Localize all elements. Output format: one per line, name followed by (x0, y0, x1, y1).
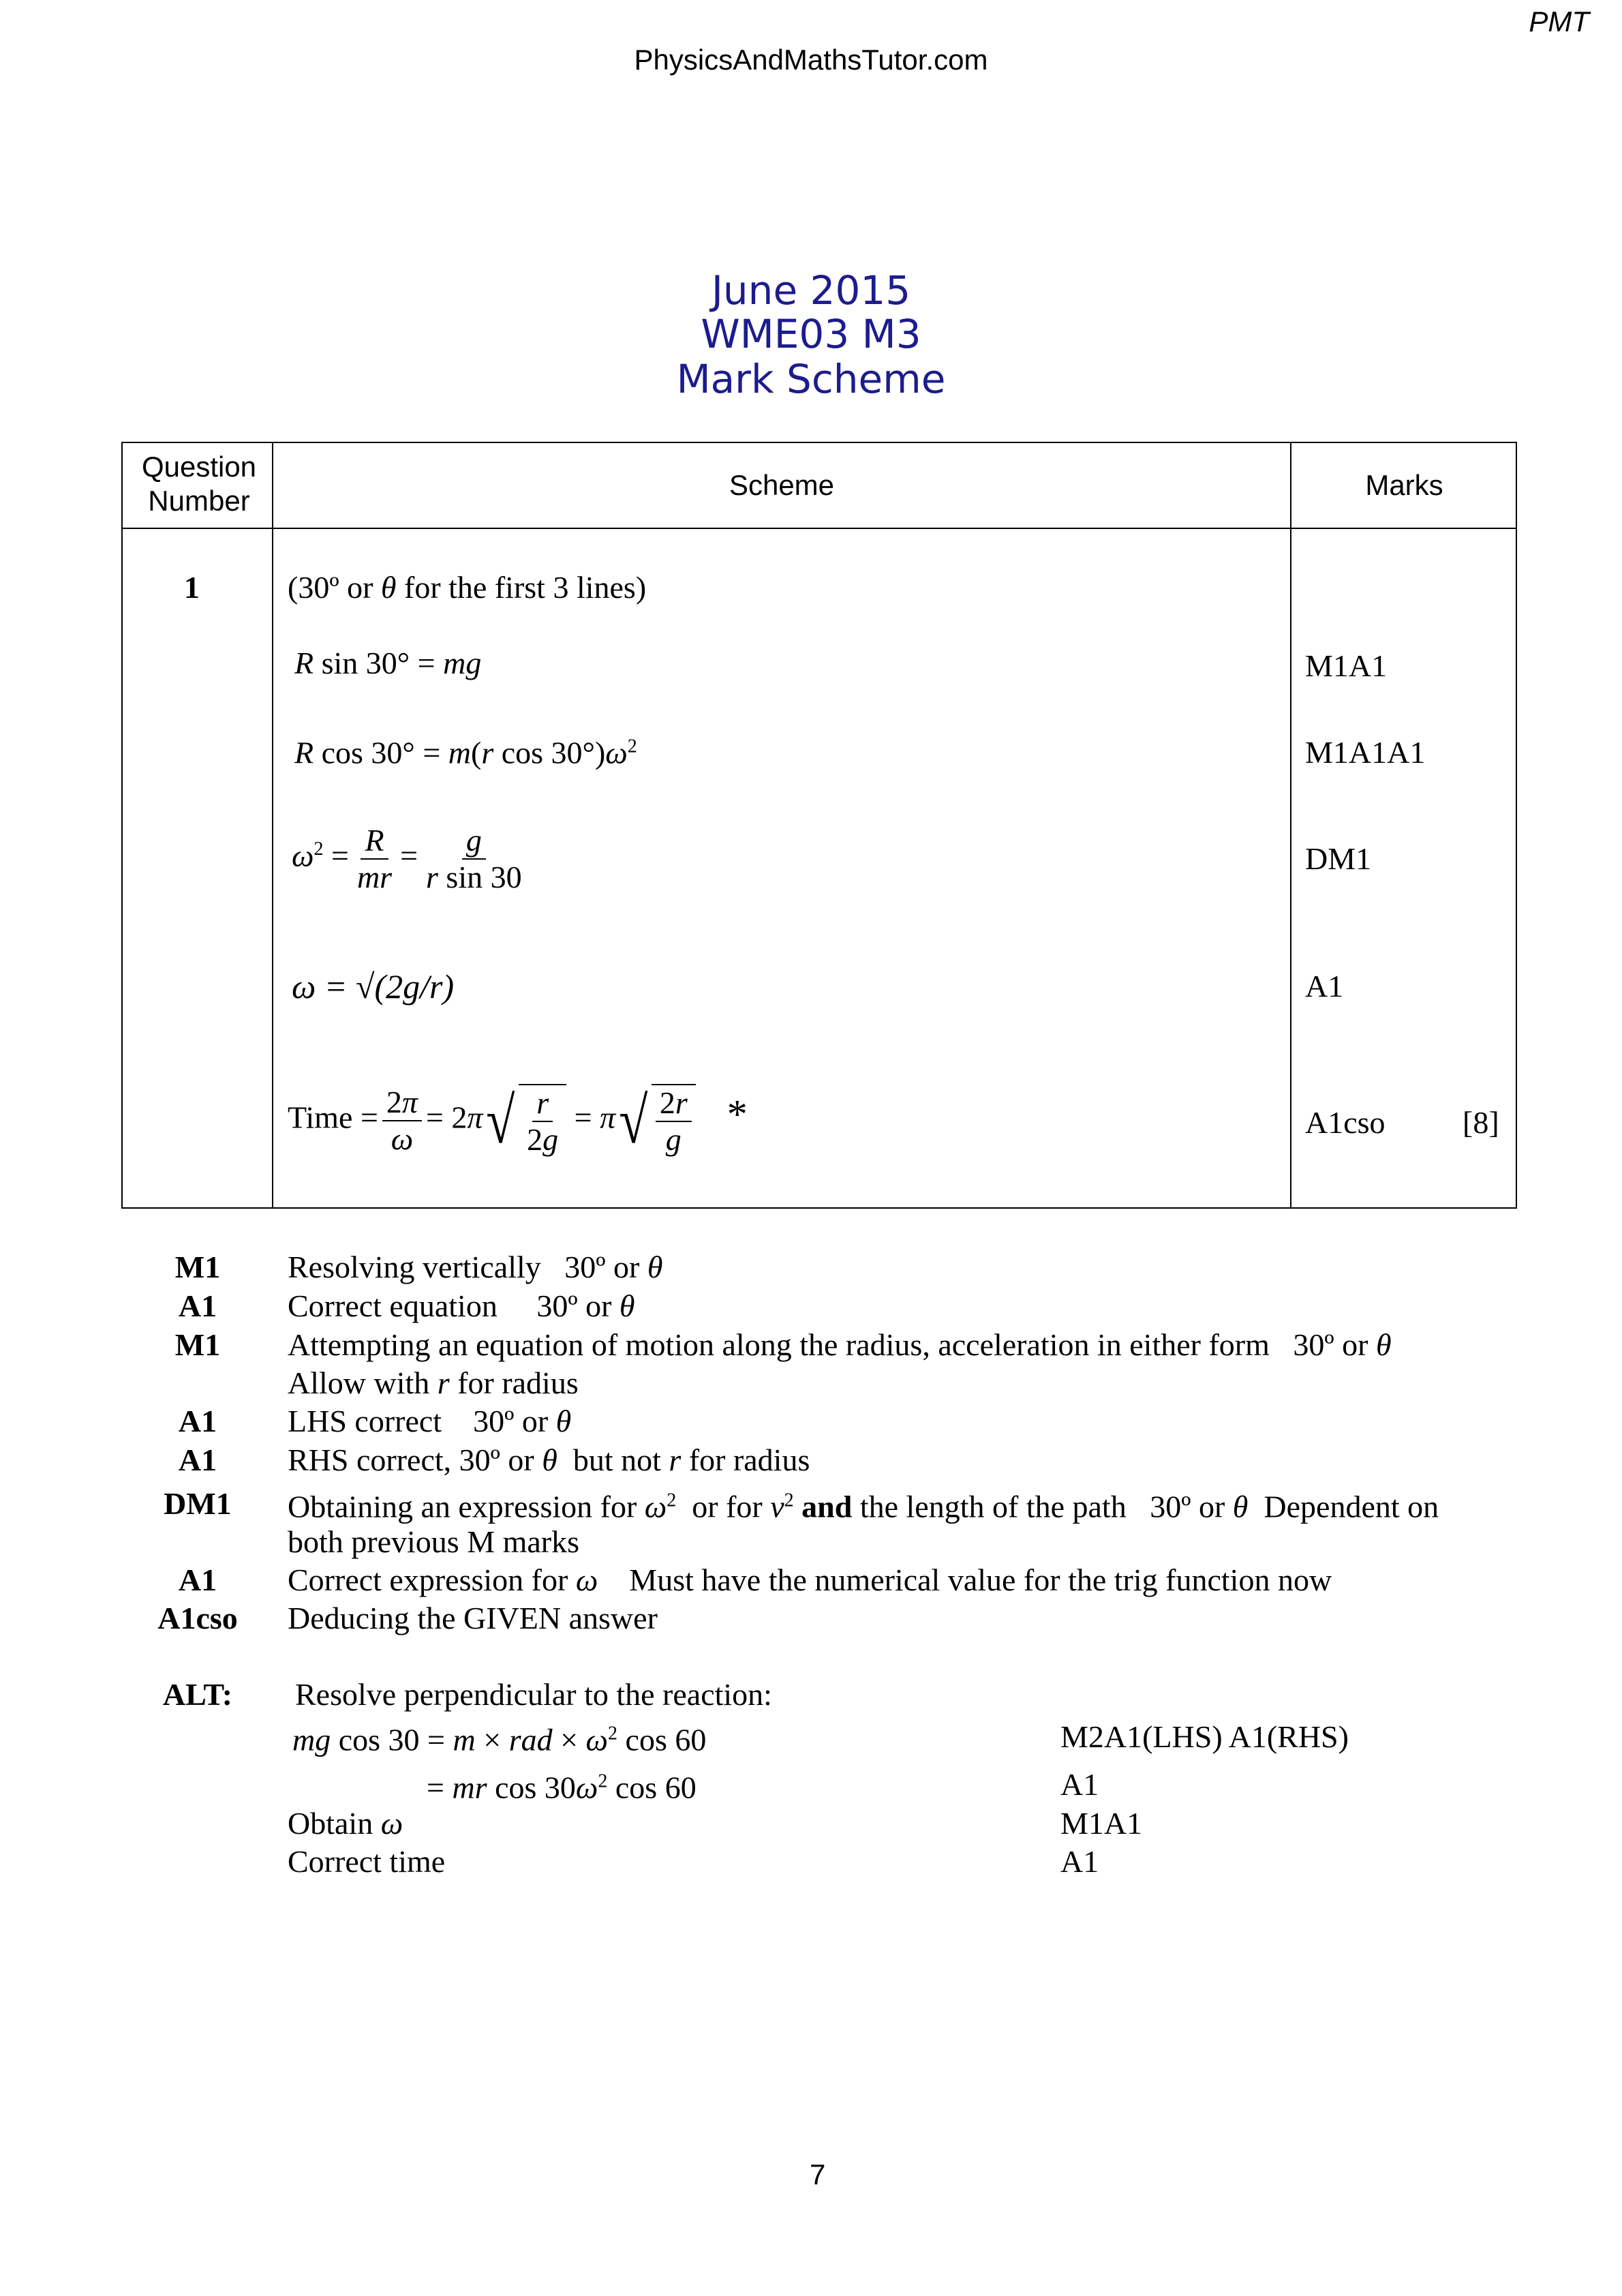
site-header: PhysicsAndMathsTutor.com (634, 44, 988, 76)
alt-marks-3: M1A1 (1060, 1806, 1143, 1841)
note-text: Resolving vertically 30º or θ (288, 1250, 663, 1284)
title-date: June 2015 (711, 267, 911, 314)
alt-marks-1: M2A1(LHS) A1(RHS) (1060, 1719, 1349, 1754)
scheme-line-vertical: R sin 30° = mg (294, 646, 482, 680)
note-text: LHS correct 30º or θ (288, 1404, 572, 1438)
header-marks: Marks (1365, 469, 1443, 501)
pmt-corner-label: PMT (1529, 5, 1589, 37)
note-label: A1 (178, 1562, 217, 1597)
note-text: RHS correct, 30º or θ but not r for radius (288, 1442, 810, 1477)
marks-row-3: M1A1A1 (1305, 735, 1426, 770)
alt-label: ALT: (162, 1677, 233, 1712)
title-paper: WME03 M3 (701, 311, 921, 357)
note-label: A1cso (157, 1601, 238, 1635)
scheme-line-omega-squared: $\omega^2$ = $\frac{R}{mr}$ = $\frac{g}{\text{r sin 30}}$ (292, 823, 522, 894)
note-label: M1 (174, 1250, 221, 1284)
note-text: Correct expression for ω Must have the numerical value for the trig function now (288, 1562, 1332, 1597)
note-text: Correct equation 30º or θ (288, 1288, 635, 1323)
header-divider (123, 528, 1516, 529)
note-label: A1 (178, 1442, 217, 1477)
alt-marks-4: A1 (1060, 1844, 1099, 1879)
scheme-line-note: (30º or θ for the first 3 lines) (288, 570, 647, 605)
note-label: A1 (178, 1404, 217, 1438)
header-question-number: Question Number (141, 451, 257, 517)
header-scheme: Scheme (729, 469, 835, 501)
note-text: Allow with r for radius (288, 1365, 579, 1400)
marks-row-2: M1A1 (1305, 648, 1388, 683)
marks-row-4: DM1 (1305, 841, 1372, 876)
column-divider (272, 443, 273, 1207)
alt-step-4: Correct time (288, 1844, 446, 1879)
note-text: Deducing the GIVEN answer (288, 1601, 658, 1635)
scheme-line-omega: ω = √(2g/r) (292, 967, 455, 1006)
note-text: Attempting an equation of motion along the radius, acceleration in either form 30º or θ (288, 1327, 1392, 1362)
column-divider (1290, 443, 1291, 1207)
title-doc: Mark Scheme (676, 356, 946, 402)
note-label: M1 (174, 1327, 221, 1362)
page-number: 7 (810, 2158, 826, 2190)
note-text: both previous M marks (288, 1524, 580, 1559)
scheme-line-radial: R cos 30° = m(r $\cos 30^\circ)\omega^2$ (294, 735, 637, 770)
scheme-line-time: Time = $\frac{2\pi}{\omega}$ = 2π √ $\frac{r}{2g}$ = π √ $\frac{2r}{g}$ * (288, 1084, 748, 1157)
question-number: 1 (184, 570, 200, 605)
alt-equation-2: = mr $\cos 30\omega^2$ cos 60 (427, 1770, 697, 1805)
note-label: DM1 (164, 1486, 232, 1521)
note-text: Obtaining an expression for $\omega^2$ or for $v^2$ and the length of the path 30º or θ Dependent on (288, 1489, 1439, 1524)
marks-row-5: A1 (1305, 969, 1344, 1003)
marks-total: [8] (1463, 1105, 1499, 1140)
marks-row-6: A1cso (1305, 1105, 1386, 1140)
alt-equation-1: mg cos 30 = m × rad × $\omega^2$ cos 60 (292, 1722, 707, 1757)
alt-marks-2: A1 (1060, 1767, 1099, 1802)
alt-intro: Resolve perpendicular to the reaction: (295, 1677, 772, 1712)
alt-step-3: Obtain ω (288, 1806, 403, 1841)
note-label: A1 (178, 1288, 217, 1323)
